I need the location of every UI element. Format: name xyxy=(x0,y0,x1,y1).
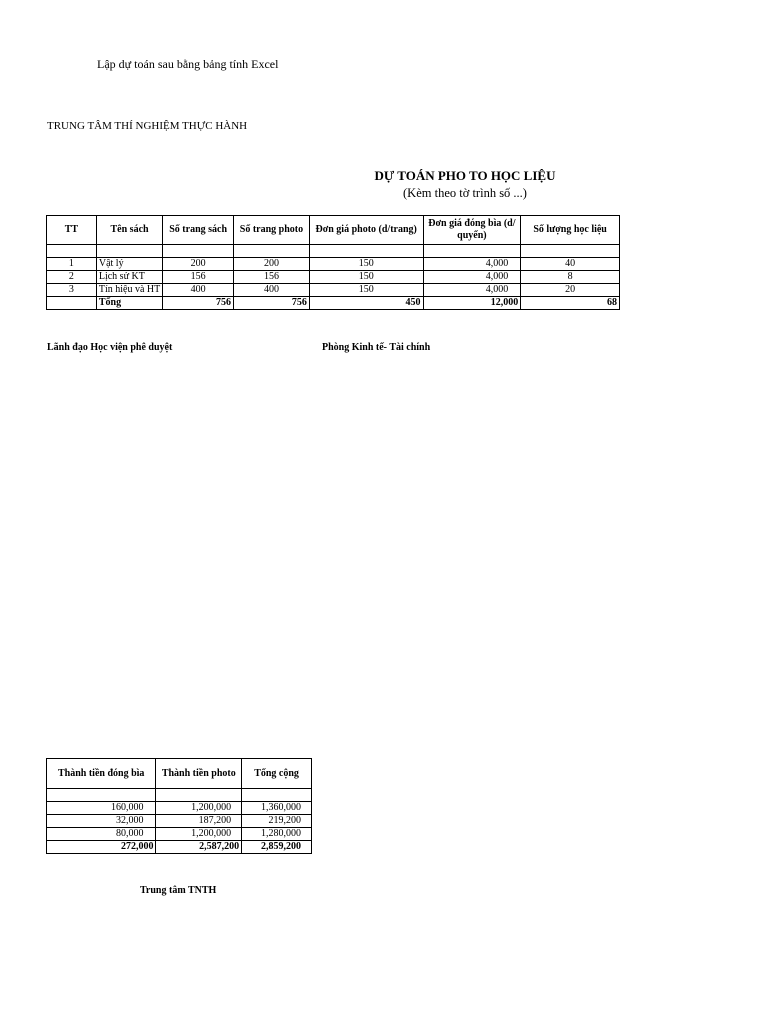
header-thanh-tien-photo: Thành tiền photo xyxy=(156,759,242,789)
cell-total-photo: 2,587,200 xyxy=(156,841,242,854)
cell-tt: 2 xyxy=(47,271,97,284)
cell-ten-sach: Vật lý xyxy=(96,258,162,271)
table-row xyxy=(47,284,620,297)
header-so-luong: Số lượng học liệu xyxy=(521,216,620,245)
cell-ten-sach: Tín hiệu và HT xyxy=(96,284,162,297)
summary-header-row xyxy=(47,759,312,789)
cell-tong-cong: 219,200 xyxy=(242,815,312,828)
cell-total-so-luong: 68 xyxy=(521,297,620,310)
estimate-table xyxy=(46,215,620,310)
document-subtitle: (Kèm theo tờ trình số ...) xyxy=(403,186,527,200)
summary-total-row xyxy=(47,841,312,854)
cell-total-don-gia-dong-bia: 12,000 xyxy=(423,297,521,310)
cell-so-trang-sach: 156 xyxy=(163,271,234,284)
header-tt: TT xyxy=(47,216,97,245)
table-row xyxy=(47,828,312,841)
table-row xyxy=(47,802,312,815)
cell-so-luong: 20 xyxy=(521,284,620,297)
header-thanh-tien-dong-bia: Thành tiền đóng bìa xyxy=(47,759,156,789)
cell-tong-cong: 1,280,000 xyxy=(242,828,312,841)
cell-don-gia-photo: 150 xyxy=(309,271,423,284)
table-row xyxy=(47,258,620,271)
header-don-gia-photo: Đơn giá photo (d/trang) xyxy=(309,216,423,245)
cell-don-gia-dong-bia: 4,000 xyxy=(423,284,521,297)
cell-tt: 1 xyxy=(47,258,97,271)
empty-row xyxy=(47,789,312,802)
cell-don-gia-dong-bia: 4,000 xyxy=(423,258,521,271)
table-header-row xyxy=(47,216,620,245)
cell-thanh-tien-dong-bia: 160,000 xyxy=(47,802,156,815)
signature-center: Trung tâm TNTH xyxy=(140,885,217,896)
empty-row xyxy=(47,245,620,258)
cell-so-trang-sach: 400 xyxy=(163,284,234,297)
intro-text: Lập dự toán sau bằng bảng tính Excel xyxy=(97,57,279,71)
cell-thanh-tien-dong-bia: 80,000 xyxy=(47,828,156,841)
cell-total-so-trang-sach: 756 xyxy=(163,297,234,310)
summary-table xyxy=(46,758,312,854)
cell-total-so-trang-photo: 756 xyxy=(234,297,310,310)
cell-total-dong-bia: 272,000 xyxy=(47,841,156,854)
table-row xyxy=(47,815,312,828)
total-row xyxy=(47,297,620,310)
cell-total-don-gia-photo: 450 xyxy=(309,297,423,310)
cell-thanh-tien-photo: 1,200,000 xyxy=(156,828,242,841)
cell-total-label: Tổng xyxy=(96,297,162,310)
cell-so-luong: 8 xyxy=(521,271,620,284)
cell-thanh-tien-dong-bia: 32,000 xyxy=(47,815,156,828)
header-so-trang-sach: Số trang sách xyxy=(163,216,234,245)
header-so-trang-photo: Số trang photo xyxy=(234,216,310,245)
cell-so-trang-photo: 400 xyxy=(234,284,310,297)
cell-thanh-tien-photo: 1,200,000 xyxy=(156,802,242,815)
cell-so-luong: 40 xyxy=(521,258,620,271)
cell-so-trang-sach: 200 xyxy=(163,258,234,271)
header-don-gia-dong-bia: Đơn giá đóng bìa (d/ quyển) xyxy=(423,216,521,245)
cell-total-tong-cong: 2,859,200 xyxy=(242,841,312,854)
header-tong-cong: Tổng cộng xyxy=(242,759,312,789)
cell-total-tt xyxy=(47,297,97,310)
cell-don-gia-dong-bia: 4,000 xyxy=(423,271,521,284)
header-ten-sach: Tên sách xyxy=(96,216,162,245)
cell-tong-cong: 1,360,000 xyxy=(242,802,312,815)
center-name: TRUNG TÂM THÍ NGHIỆM THỰC HÀNH xyxy=(47,120,248,132)
table-row xyxy=(47,271,620,284)
cell-tt: 3 xyxy=(47,284,97,297)
cell-ten-sach: Lịch sử KT xyxy=(96,271,162,284)
cell-so-trang-photo: 156 xyxy=(234,271,310,284)
signature-finance: Phòng Kinh tế- Tài chính xyxy=(322,342,431,353)
cell-don-gia-photo: 150 xyxy=(309,258,423,271)
cell-thanh-tien-photo: 187,200 xyxy=(156,815,242,828)
cell-so-trang-photo: 200 xyxy=(234,258,310,271)
document-title: DỰ TOÁN PHO TO HỌC LIỆU xyxy=(374,168,556,183)
cell-don-gia-photo: 150 xyxy=(309,284,423,297)
signature-approval: Lãnh đạo Học viện phê duyệt xyxy=(47,342,173,353)
